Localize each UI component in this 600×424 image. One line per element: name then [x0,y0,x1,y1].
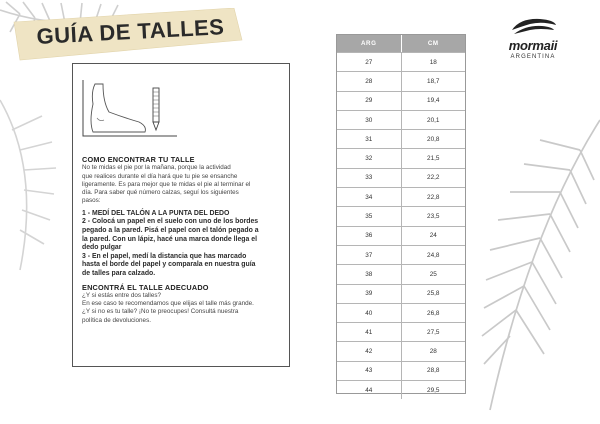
table-row [337,110,465,129]
arg-cell: 27 [337,53,402,71]
cm-cell: 18 [429,58,437,66]
found-title: ENCONTRÁ EL TALLE ADECUADO [82,282,209,292]
table-row [337,148,465,167]
cm-cell: 20,1 [427,116,440,124]
table-row [337,284,465,303]
arg-cell: 29 [337,92,402,110]
arg-cell: 37 [337,246,402,264]
cm-cell: 22,2 [427,174,440,182]
found-line: ¿Y si estás entre dos talles? [82,291,161,299]
cm-cell: 28,8 [427,367,440,375]
palm-leaf-left-icon [0,80,60,280]
table-row [337,71,465,90]
cm-cell: 21,5 [427,155,440,163]
brand-name: mormaii [508,38,558,53]
table-row [337,52,465,71]
how-line: pasos: [82,197,101,205]
cm-cell: 25 [429,270,437,278]
arg-cell: 40 [337,304,402,322]
foot-measure-illustration [81,78,181,152]
cm-cell: 26,8 [427,309,440,317]
cm-cell: 27,5 [427,328,440,336]
palm-leaf-right-icon [470,110,600,424]
arg-cell: 30 [337,111,402,129]
step-3-line: hasta el borde del papel y comparala en nuestra guía [82,261,256,269]
instructions-text [82,156,285,325]
table-header [337,35,465,52]
how-line: día. Para saber qué número calzas, seguí los siguientes [82,189,239,197]
arg-cell: 44 [337,381,402,399]
size-table [336,34,466,394]
arg-cell: 35 [337,207,402,225]
arg-cell: 36 [337,227,402,245]
found-line: En ese caso te recomendamos que elijas el talle más grande. [82,300,254,308]
arg-cell: 38 [337,265,402,283]
mormaii-mark-icon [500,16,566,40]
instructions-panel [72,63,290,367]
cm-cell: 23,5 [427,213,440,221]
how-title: COMO ENCONTRAR TU TALLE [82,155,195,164]
arg-cell: 42 [337,342,402,360]
found-line: ¿Y si no es tu talle? ¡No te preocupes! Consultá nuestra [82,308,239,316]
cm-cell: 29,5 [427,386,440,394]
title-banner [6,8,246,62]
cm-cell: 28 [429,348,437,356]
brand-country: ARGENTINA [510,54,556,60]
table-row [337,91,465,110]
step-2-line: dedo pulgar [82,244,122,252]
table-row [337,187,465,206]
step-1: 1 - MEDÍ DEL TALÓN A LA PUNTA DEL DEDO [82,209,230,217]
table-row [337,303,465,322]
arg-cell: 41 [337,323,402,341]
table-row [337,264,465,283]
how-line: que realices durante el día hará que tu pie se ensanche [82,172,238,180]
found-line: política de devoluciones. [82,316,151,324]
pencil-icon [153,88,159,130]
how-line: ligeramente. Es para mejor que te midas el pie al terminar el [82,180,251,188]
arg-cell: 43 [337,362,402,380]
table-row [337,361,465,380]
cm-cell: 24 [429,232,437,240]
table-row [337,322,465,341]
cm-cell: 20,8 [427,135,440,143]
table-row [337,226,465,245]
arg-cell: 32 [337,149,402,167]
table-row [337,129,465,148]
table-row [337,168,465,187]
brand-logo [500,16,566,64]
table-row [337,206,465,225]
step-3-line: de talles para calzado. [82,269,156,277]
page-title: GUÍA DE TALLES [36,14,225,49]
cm-cell: 18,7 [427,77,440,85]
table-row [337,380,465,399]
step-3-line: 3 - En el papel, medí la distancia que has marcado [82,252,247,260]
step-2-line: la pared. Con un lápiz, hacé una marca donde llega el [82,235,257,243]
cm-cell: 25,8 [427,290,440,298]
step-2-line: 2 - Colocá un papel en el suelo con uno de los bordes [82,218,259,226]
arg-cell: 33 [337,169,402,187]
cm-cell: 24,8 [427,251,440,259]
column-header-arg: ARG [337,35,402,52]
arg-cell: 28 [337,72,402,90]
cm-cell: 19,4 [427,97,440,105]
arg-cell: 39 [337,285,402,303]
arg-cell: 34 [337,188,402,206]
step-2-line: pegado a la pared. Pisá el papel con el talón pegado a [82,226,259,234]
arg-cell: 31 [337,130,402,148]
column-header-cm: CM [427,40,439,47]
table-row [337,245,465,264]
table-row [337,341,465,360]
cm-cell: 22,8 [427,193,440,201]
how-line: No te midas el pie por la mañana, porque la actividad [82,164,231,172]
